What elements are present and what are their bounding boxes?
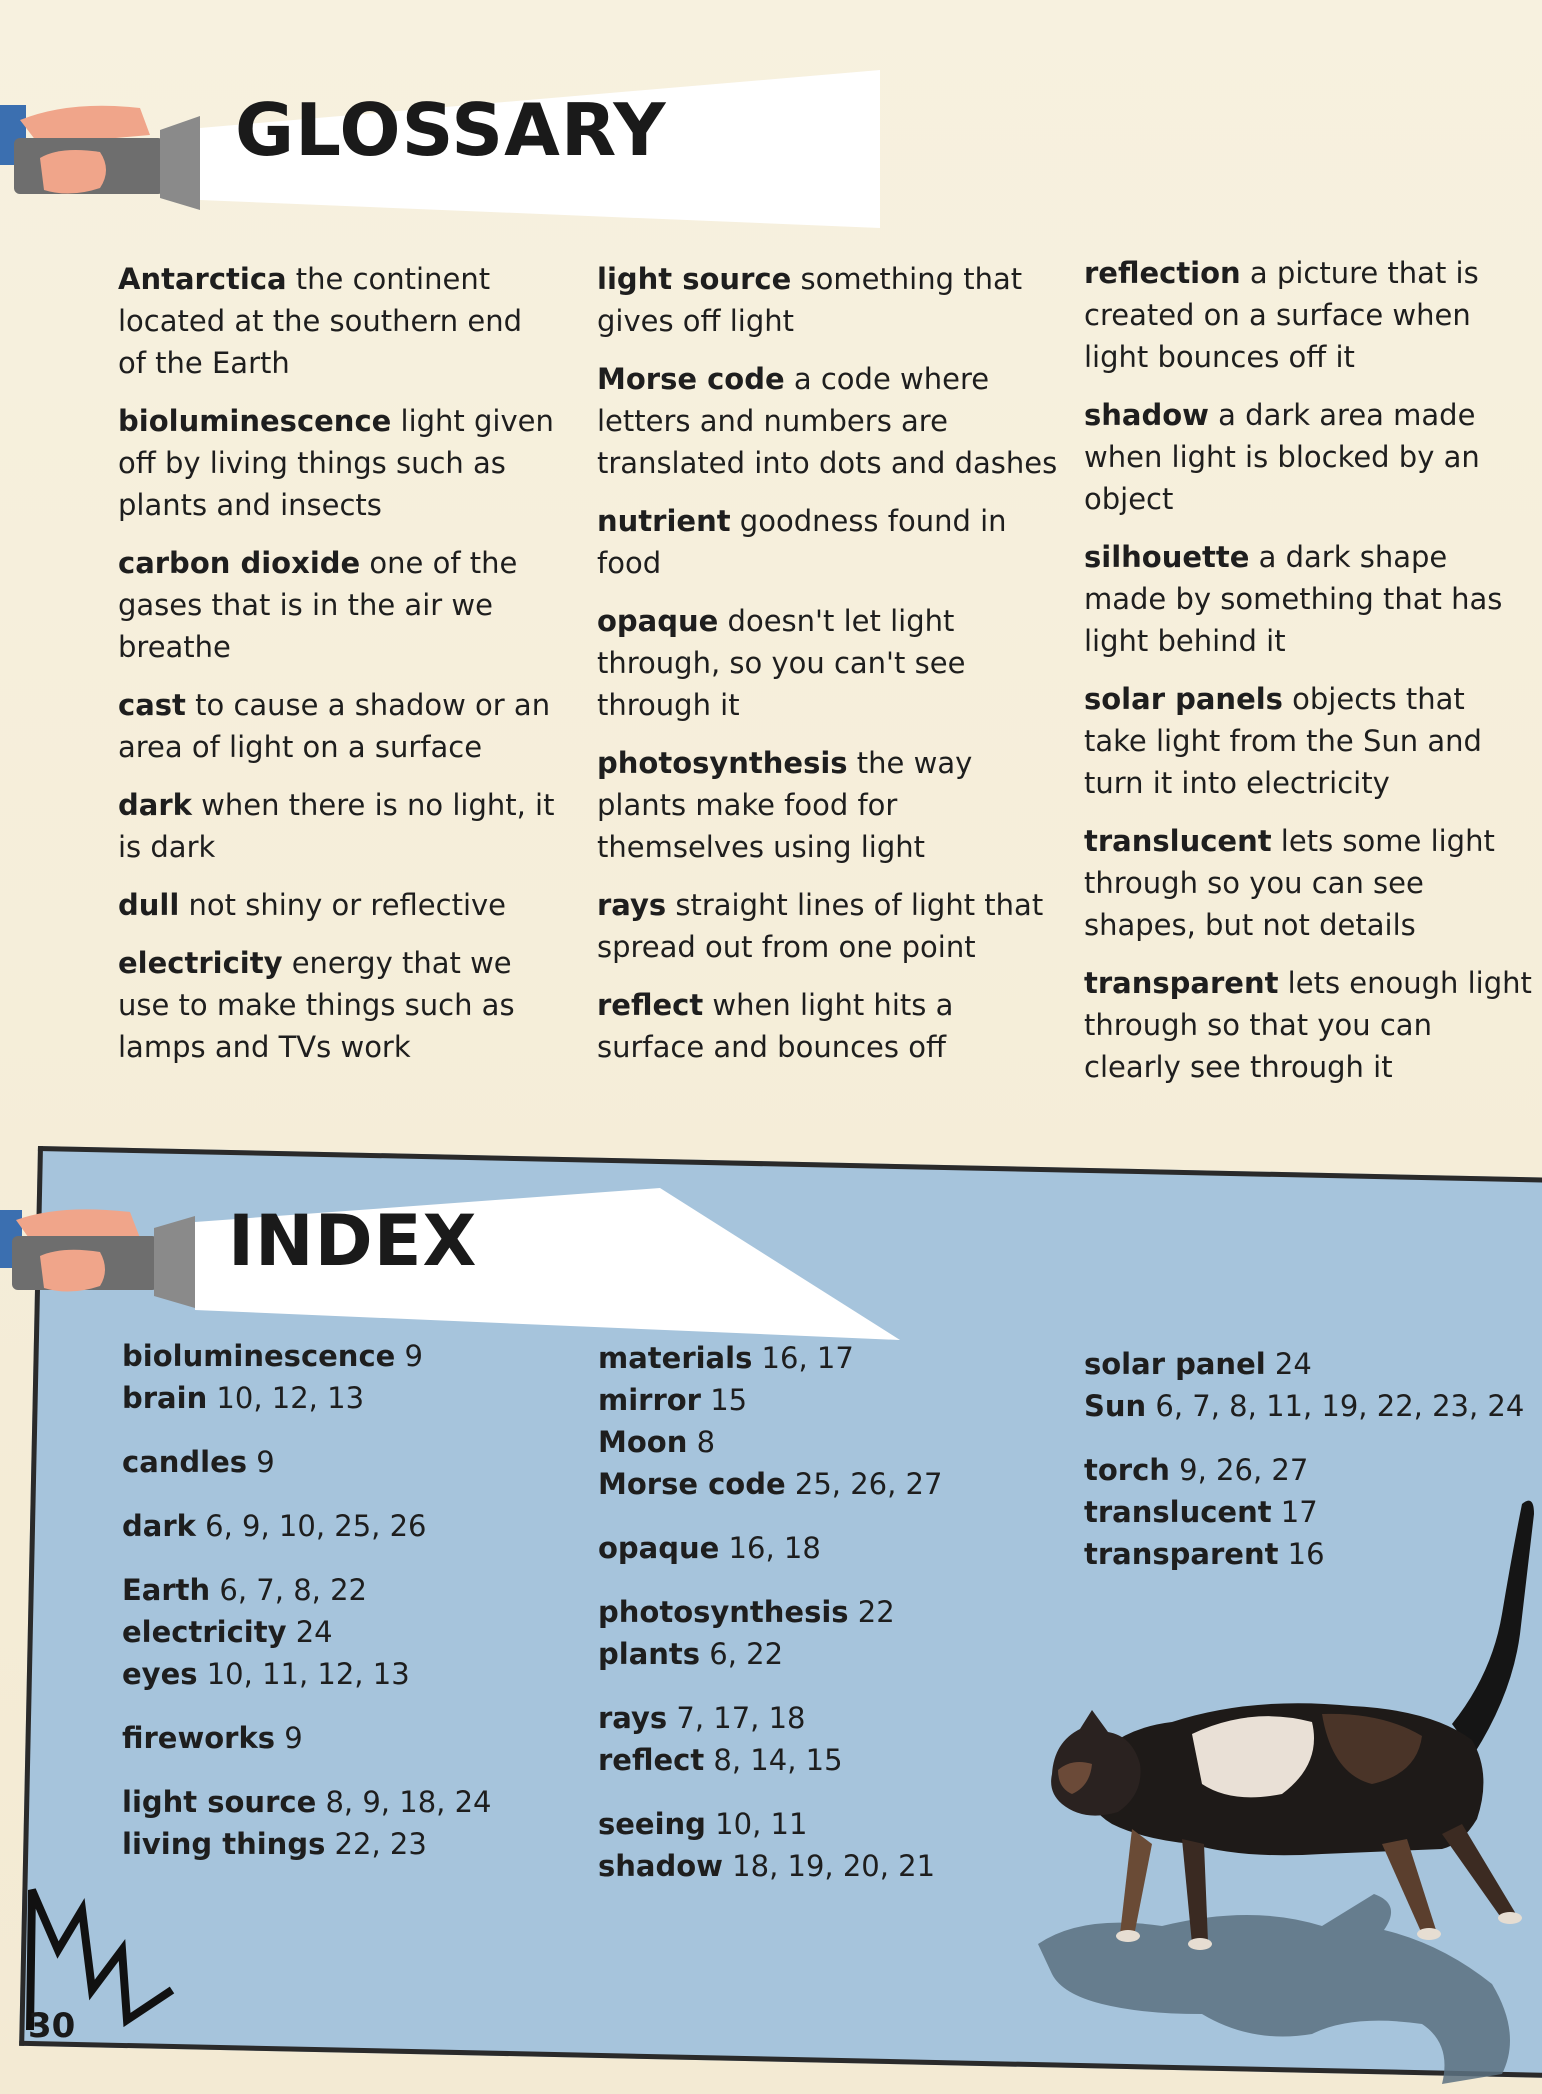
glossary-entry: Morse code a code where letters and numbers are translated into dots and dashes xyxy=(597,362,1058,480)
index-group xyxy=(598,1527,1068,1569)
index-entry: transparent 16 xyxy=(1084,1537,1325,1571)
index-entry: photosynthesis 22 xyxy=(598,1595,895,1629)
index-column-2 xyxy=(598,1337,1068,1909)
glossary-entry: transparent lets enough light through so that you can clearly see through it xyxy=(1084,966,1532,1084)
index-entry: brain 10, 12, 13 xyxy=(122,1381,365,1415)
index-entry: light source 8, 9, 18, 24 xyxy=(122,1785,492,1819)
glossary-entry: reflect when light hits a surface and bounces off xyxy=(597,988,954,1064)
cat-photo xyxy=(1022,1474,1542,2094)
glossary-entry: nutrient goodness found in food xyxy=(597,504,1007,580)
index-group xyxy=(598,1591,1068,1675)
index-entry: electricity 24 xyxy=(122,1615,333,1649)
index-header xyxy=(0,1180,900,1340)
glossary-title: GLOSSARY xyxy=(235,88,667,172)
glossary-entry: dull not shiny or reflective xyxy=(118,888,507,922)
glossary-entry: silhouette a dark shape made by something that has light behind it xyxy=(1084,540,1503,658)
index-entry: Earth 6, 7, 8, 22 xyxy=(122,1573,367,1607)
page-number: 30 xyxy=(28,2006,76,2046)
glossary-entry: reflection a picture that is created on a surface when light bounces off it xyxy=(1084,256,1479,374)
index-entry: rays 7, 17, 18 xyxy=(598,1701,806,1735)
index-entry: bioluminescence 9 xyxy=(122,1339,423,1373)
index-group xyxy=(122,1441,592,1483)
glossary-entry: translucent lets some light through so you can see shapes, but not details xyxy=(1084,824,1495,942)
glossary-entry: Antarctica the continent located at the southern end of the Earth xyxy=(118,262,522,380)
index-entry: translucent 17 xyxy=(1084,1495,1318,1529)
glossary-entry: opaque doesn't let light through, so you can't see through it xyxy=(597,604,966,722)
index-entry: mirror 15 xyxy=(598,1383,748,1417)
index-entry: plants 6, 22 xyxy=(598,1637,784,1671)
glossary-entry: solar panels objects that take light from the Sun and turn it into electricity xyxy=(1084,682,1482,800)
index-entry: Morse code 25, 26, 27 xyxy=(598,1467,943,1501)
glossary-entry: cast to cause a shadow or an area of light on a surface xyxy=(118,688,551,764)
index-entry: dark 6, 9, 10, 25, 26 xyxy=(122,1509,427,1543)
index-group xyxy=(122,1569,592,1695)
glossary-entry: shadow a dark area made when light is blocked by an object xyxy=(1084,398,1480,516)
index-group xyxy=(598,1697,1068,1781)
index-group xyxy=(598,1337,1068,1505)
glossary-entry: rays straight lines of light that spread out from one point xyxy=(597,888,1044,964)
index-column-1 xyxy=(122,1335,592,1887)
glossary-header xyxy=(0,60,900,230)
index-entry: fireworks 9 xyxy=(122,1721,303,1755)
glossary-column-1 xyxy=(118,258,558,1084)
index-group xyxy=(1084,1343,1534,1427)
index-entry: torch 9, 26, 27 xyxy=(1084,1453,1309,1487)
index-entry: materials 16, 17 xyxy=(598,1341,854,1375)
index-group xyxy=(122,1717,592,1759)
glossary-entry: bioluminescence light given off by living things such as plants and insects xyxy=(118,404,554,522)
glossary-entry: electricity energy that we use to make things such as lamps and TVs work xyxy=(118,946,515,1064)
glossary-entry: light source something that gives off light xyxy=(597,262,1023,338)
index-entry: solar panel 24 xyxy=(1084,1347,1312,1381)
index-group xyxy=(122,1781,592,1865)
index-entry: living things 22, 23 xyxy=(122,1827,427,1861)
glossary-entry: photosynthesis the way plants make food for themselves using light xyxy=(597,746,973,864)
glossary-entry: dark when there is no light, it is dark xyxy=(118,788,555,864)
index-entry: eyes 10, 11, 12, 13 xyxy=(122,1657,410,1691)
index-entry: opaque 16, 18 xyxy=(598,1531,821,1565)
index-group xyxy=(598,1803,1068,1887)
index-group xyxy=(122,1335,592,1419)
index-entry: shadow 18, 19, 20, 21 xyxy=(598,1849,936,1883)
glossary-entry: carbon dioxide one of the gases that is in the air we breathe xyxy=(118,546,518,664)
index-entry: Sun 6, 7, 8, 11, 19, 22, 23, 24 xyxy=(1084,1389,1525,1423)
index-entry: candles 9 xyxy=(122,1445,275,1479)
index-group xyxy=(122,1505,592,1547)
glossary-column-2 xyxy=(597,258,1067,1084)
index-entry: Moon 8 xyxy=(598,1425,716,1459)
index-entry: seeing 10, 11 xyxy=(598,1807,808,1841)
index-entry: reflect 8, 14, 15 xyxy=(598,1743,843,1777)
index-title: INDEX xyxy=(228,1200,478,1282)
glossary-column-3 xyxy=(1084,252,1534,1104)
